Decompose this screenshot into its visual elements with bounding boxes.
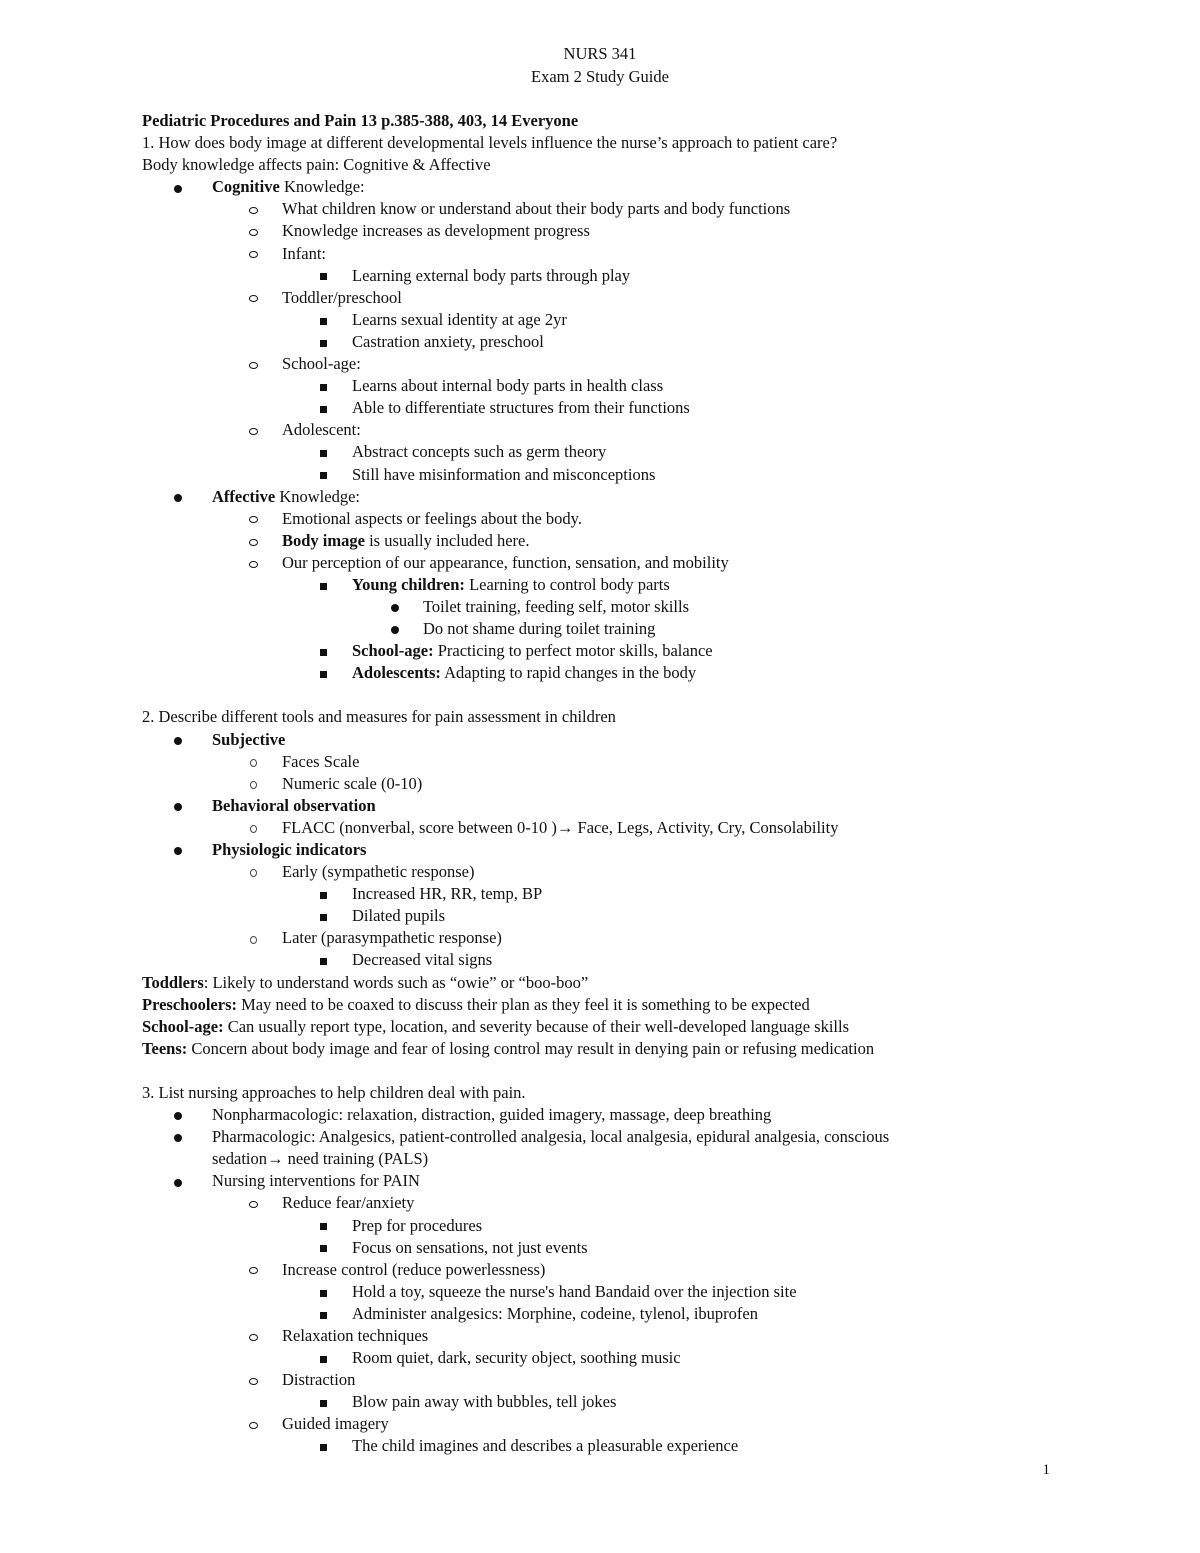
bullet-circle-icon xyxy=(250,869,257,877)
bullet-square-icon xyxy=(320,318,327,325)
list-item: Increased HR, RR, temp, BP xyxy=(142,883,1142,905)
age-note: School-age: Can usually report type, location, and severity because of their well-developed language skills xyxy=(142,1016,850,1036)
course-title: NURS 341 xyxy=(563,44,637,63)
document-body xyxy=(142,110,1142,1458)
list-item: Learning external body parts through play xyxy=(142,265,1142,287)
page-number: 1 xyxy=(1042,1462,1050,1478)
list-item: Prep for procedures xyxy=(142,1215,1142,1237)
list-item: Young children: Learning to control body parts xyxy=(142,574,1142,596)
bullet-square-icon xyxy=(320,1312,327,1319)
list-item: Infant: xyxy=(142,243,1142,265)
bullet-circle-icon xyxy=(250,781,257,789)
bullet-circle-icon xyxy=(249,295,258,302)
bullet-dot-icon xyxy=(174,1179,182,1187)
list-item: Room quiet, dark, security object, soothing music xyxy=(142,1347,1142,1369)
bullet-square-icon xyxy=(320,649,327,656)
bullet-square-icon xyxy=(320,406,327,413)
question-2: 2. Describe different tools and measures for pain assessment in children xyxy=(142,707,616,727)
bullet-square-icon xyxy=(320,1245,327,1252)
list-item: Learns sexual identity at age 2yr xyxy=(142,309,1142,331)
bullet-circle-icon xyxy=(249,516,258,523)
bullet-circle-icon xyxy=(250,936,257,944)
bullet-square-icon xyxy=(320,671,327,678)
list-item: Do not shame during toilet training xyxy=(142,618,1142,640)
list-item: Toilet training, feeding self, motor skills xyxy=(142,596,1142,618)
bullet-square-icon xyxy=(320,1444,327,1451)
list-item: What children know or understand about their body parts and body functions xyxy=(142,198,1142,220)
list-item: Toddler/preschool xyxy=(142,287,1142,309)
cognitive-label: Cognitive xyxy=(212,177,280,197)
bullet-circle-icon xyxy=(249,1334,258,1341)
bullet-square-icon xyxy=(320,273,327,280)
list-item: Our perception of our appearance, function, sensation, and mobility xyxy=(142,552,1142,574)
list-item: Relaxation techniques xyxy=(142,1325,1142,1347)
list-item: Hold a toy, squeeze the nurse's hand Bandaid over the injection site xyxy=(142,1281,1142,1303)
list-item: Body image is usually included here. xyxy=(142,530,1142,552)
list-item: FLACC (nonverbal, score between 0-10 )→ Face, Legs, Activity, Cry, Consolability xyxy=(142,817,1142,839)
bullet-dot-icon xyxy=(174,737,182,745)
bullet-circle-icon xyxy=(250,759,257,767)
bullet-dot-icon xyxy=(391,604,399,612)
bullet-square-icon xyxy=(320,914,327,921)
bullet-circle-icon xyxy=(249,251,258,258)
bullet-square-icon xyxy=(320,384,327,391)
bullet-circle-icon xyxy=(249,1201,258,1208)
list-item: Faces Scale xyxy=(142,751,1142,773)
list-item: Later (parasympathetic response) xyxy=(142,927,1142,949)
bullet-circle-icon xyxy=(249,1378,258,1385)
list-item: Castration anxiety, preschool xyxy=(142,331,1142,353)
list-item: Knowledge increases as development progress xyxy=(142,220,1142,242)
list-item: School-age: xyxy=(142,353,1142,375)
list-item: Blow pain away with bubbles, tell jokes xyxy=(142,1391,1142,1413)
bullet-circle-icon xyxy=(249,229,258,236)
bullet-circle-icon xyxy=(249,207,258,214)
list-item: Pharmacologic: Analgesics, patient-controlled analgesia, local analgesia, epidural analgesia, conscious xyxy=(142,1126,1142,1148)
bullet-square-icon xyxy=(320,958,327,965)
document-subtitle: Exam 2 Study Guide xyxy=(531,67,669,86)
bullet-circle-icon xyxy=(250,825,257,833)
section-title: Pediatric Procedures and Pain 13 p.385-388, 403, 14 Everyone xyxy=(142,111,579,130)
list-item: Focus on sensations, not just events xyxy=(142,1237,1142,1259)
bullet-square-icon xyxy=(320,1400,327,1407)
list-item: Numeric scale (0-10) xyxy=(142,773,1142,795)
bullet-square-icon xyxy=(320,340,327,347)
bullet-circle-icon xyxy=(249,1422,258,1429)
list-item: Decreased vital signs xyxy=(142,949,1142,971)
bullet-square-icon xyxy=(320,892,327,899)
question-3: 3. List nursing approaches to help children deal with pain. xyxy=(142,1082,526,1102)
list-item: Nonpharmacologic: relaxation, distraction, guided imagery, massage, deep breathing xyxy=(142,1104,1142,1126)
bullet-square-icon xyxy=(320,1356,327,1363)
bullet-dot-icon xyxy=(174,494,182,502)
age-note: Teens: Concern about body image and fear of losing control may result in denying pain or refusing medication xyxy=(142,1038,875,1058)
bullet-square-icon xyxy=(320,472,327,479)
bullet-dot-icon xyxy=(174,185,182,193)
list-item: School-age: Practicing to perfect motor skills, balance xyxy=(142,640,1142,662)
document-header xyxy=(0,42,1200,88)
bullet-circle-icon xyxy=(249,428,258,435)
list-item: Adolescents: Adapting to rapid changes in the body xyxy=(142,662,1142,684)
list-item: Emotional aspects or feelings about the body. xyxy=(142,508,1142,530)
list-item: Dilated pupils xyxy=(142,905,1142,927)
list-item: Early (sympathetic response) xyxy=(142,861,1142,883)
list-item: Guided imagery xyxy=(142,1413,1142,1435)
affective-label: Affective xyxy=(212,486,276,506)
list-item: Learns about internal body parts in health class xyxy=(142,375,1142,397)
list-item: Cognitive Knowledge: xyxy=(142,176,1142,198)
list-item: Still have misinformation and misconceptions xyxy=(142,464,1142,486)
bullet-circle-icon xyxy=(249,1267,258,1274)
list-item: Abstract concepts such as germ theory xyxy=(142,441,1142,463)
bullet-dot-icon xyxy=(391,626,399,634)
bullet-circle-icon xyxy=(249,539,258,546)
bullet-dot-icon xyxy=(174,1112,182,1120)
list-item: Behavioral observation xyxy=(142,795,1142,817)
age-note: Toddlers: Likely to understand words such as “owie” or “boo-boo” xyxy=(142,972,589,992)
list-item: Administer analgesics: Morphine, codeine, tylenol, ibuprofen xyxy=(142,1303,1142,1325)
list-item: Nursing interventions for PAIN xyxy=(142,1170,1142,1192)
bullet-square-icon xyxy=(320,1223,327,1230)
list-item: Increase control (reduce powerlessness) xyxy=(142,1259,1142,1281)
list-item: Subjective xyxy=(142,729,1142,751)
list-item: Affective Knowledge: xyxy=(142,486,1142,508)
list-item-continuation: sedation→ need training (PALS) xyxy=(212,1149,429,1169)
age-note: Preschoolers: May need to be coaxed to discuss their plan as they feel it is something to be expected xyxy=(142,994,810,1014)
bullet-dot-icon xyxy=(174,1134,182,1142)
bullet-circle-icon xyxy=(249,561,258,568)
bullet-dot-icon xyxy=(174,847,182,855)
bullet-dot-icon xyxy=(174,803,182,811)
bullet-circle-icon xyxy=(249,362,258,369)
bullet-square-icon xyxy=(320,1290,327,1297)
question-1: 1. How does body image at different developmental levels influence the nurse’s approach to patient care? xyxy=(142,133,838,153)
list-item: Physiologic indicators xyxy=(142,839,1142,861)
list-item: Distraction xyxy=(142,1369,1142,1391)
question-1-intro: Body knowledge affects pain: Cognitive & Affective xyxy=(142,155,491,175)
list-item: Able to differentiate structures from their functions xyxy=(142,397,1142,419)
list-item: The child imagines and describes a pleasurable experience xyxy=(142,1435,1142,1457)
list-item: Reduce fear/anxiety xyxy=(142,1192,1142,1214)
bullet-square-icon xyxy=(320,450,327,457)
list-item: Adolescent: xyxy=(142,419,1142,441)
bullet-square-icon xyxy=(320,583,327,590)
